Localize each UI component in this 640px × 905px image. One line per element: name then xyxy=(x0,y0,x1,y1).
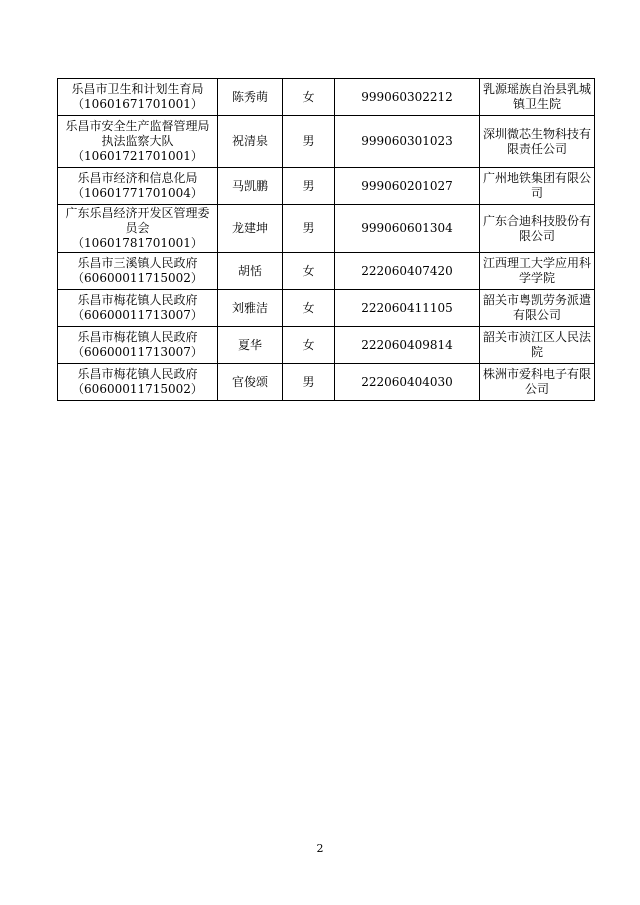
gender-cell: 女 xyxy=(283,79,335,116)
name-cell: 夏华 xyxy=(218,327,283,364)
table-row xyxy=(58,364,595,401)
exam-number-cell: 999060201027 xyxy=(335,168,480,205)
workplace-cell: 乳源瑶族自治县乳城镇卫生院 xyxy=(480,79,595,116)
name-cell: 刘雅洁 xyxy=(218,290,283,327)
table-row xyxy=(58,168,595,205)
workplace-cell: 深圳微芯生物科技有限责任公司 xyxy=(480,116,595,168)
name-cell: 祝清泉 xyxy=(218,116,283,168)
name-cell: 官俊颂 xyxy=(218,364,283,401)
exam-number-cell: 222060411105 xyxy=(335,290,480,327)
gender-cell: 男 xyxy=(283,364,335,401)
unit-code: （60600011713007） xyxy=(72,308,203,322)
unit-code: （60600011715002） xyxy=(72,271,203,285)
unit-cell xyxy=(58,79,218,116)
name-cell: 胡恬 xyxy=(218,253,283,290)
unit-name: 乐昌市梅花镇人民政府 xyxy=(77,367,198,381)
gender-cell: 男 xyxy=(283,116,335,168)
table-row xyxy=(58,253,595,290)
unit-code: （60600011713007） xyxy=(72,345,203,359)
candidate-table-body xyxy=(58,79,595,401)
unit-code: （10601781701001） xyxy=(72,236,203,250)
page-number: 2 xyxy=(316,842,324,855)
name-cell: 龙建坤 xyxy=(218,205,283,253)
exam-number-cell: 222060407420 xyxy=(335,253,480,290)
exam-number-cell: 222060404030 xyxy=(335,364,480,401)
unit-cell xyxy=(58,364,218,401)
workplace-cell: 广州地铁集团有限公司 xyxy=(480,168,595,205)
unit-code: （10601721701001） xyxy=(72,149,203,163)
workplace-cell: 江西理工大学应用科学学院 xyxy=(480,253,595,290)
unit-name: 乐昌市卫生和计划生育局 xyxy=(71,82,204,96)
workplace-cell: 韶关市浈江区人民法院 xyxy=(480,327,595,364)
candidate-table xyxy=(57,78,595,401)
unit-cell xyxy=(58,168,218,205)
unit-code: （10601771701004） xyxy=(72,186,203,200)
unit-cell xyxy=(58,116,218,168)
unit-cell xyxy=(58,290,218,327)
unit-name: 乐昌市梅花镇人民政府 xyxy=(77,330,198,344)
table-row xyxy=(58,79,595,116)
table-row xyxy=(58,205,595,253)
unit-name: 乐昌市经济和信息化局 xyxy=(77,171,198,185)
gender-cell: 女 xyxy=(283,290,335,327)
name-cell: 马凯鹏 xyxy=(218,168,283,205)
unit-cell xyxy=(58,205,218,253)
exam-number-cell: 999060301023 xyxy=(335,116,480,168)
name-cell: 陈秀萌 xyxy=(218,79,283,116)
unit-name: 乐昌市安全生产监督管理局执法监察大队 xyxy=(65,119,210,148)
exam-number-cell: 222060409814 xyxy=(335,327,480,364)
unit-name: 乐昌市梅花镇人民政府 xyxy=(77,293,198,307)
table-row xyxy=(58,327,595,364)
table-row xyxy=(58,290,595,327)
gender-cell: 男 xyxy=(283,205,335,253)
unit-cell xyxy=(58,253,218,290)
gender-cell: 女 xyxy=(283,327,335,364)
workplace-cell: 株洲市爱科电子有限公司 xyxy=(480,364,595,401)
exam-number-cell: 999060302212 xyxy=(335,79,480,116)
exam-number-cell: 999060601304 xyxy=(335,205,480,253)
workplace-cell: 广东合迪科技股份有限公司 xyxy=(480,205,595,253)
table-row xyxy=(58,116,595,168)
gender-cell: 男 xyxy=(283,168,335,205)
unit-name: 广东乐昌经济开发区管理委员会 xyxy=(65,206,210,235)
workplace-cell: 韶关市粤凯劳务派遣有限公司 xyxy=(480,290,595,327)
unit-code: （60600011715002） xyxy=(72,382,203,396)
unit-code: （10601671701001） xyxy=(72,97,203,111)
gender-cell: 女 xyxy=(283,253,335,290)
unit-cell xyxy=(58,327,218,364)
unit-name: 乐昌市三溪镇人民政府 xyxy=(77,256,198,270)
